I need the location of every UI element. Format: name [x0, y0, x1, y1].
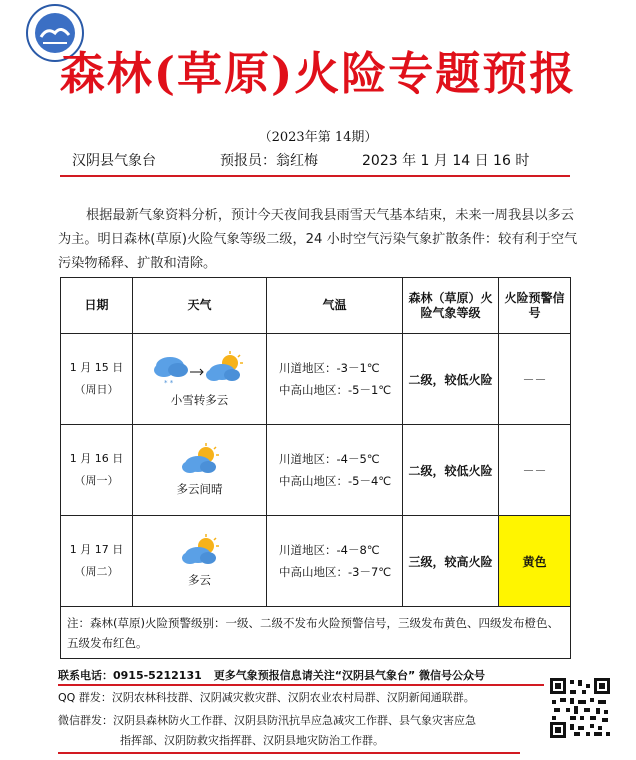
- bottom-divider: [58, 752, 520, 754]
- snow-to-partly-cloudy-icon: [133, 350, 266, 388]
- forecast-table: [60, 277, 571, 659]
- issue-time: 2023 年 1 月 14 日 16 时: [362, 153, 530, 169]
- weather-label: 多云间晴: [176, 482, 223, 496]
- date: 1 月 16 日: [69, 452, 124, 465]
- date-cell: [61, 334, 133, 425]
- fire-level: 三级，较高火险: [403, 516, 499, 607]
- wechat-groups: 微信群发：汉阴县森林防火工作群、汉阴县防汛抗旱应急减灾工作群、县气象灾害应急: [58, 714, 476, 727]
- wechat-promo: 更多气象预报信息请关注“汉阴县气象台” 微信号公众号: [213, 669, 486, 682]
- qq-groups: QQ 群发：汉阴农林科技群、汉阴减灾救灾群、汉阴农业农村局群、汉阴新闻通联群。: [58, 691, 475, 704]
- forecast-summary: 根据最新气象资料分析，预计今天夜间我县雨雪天气基本结束，未来一周我县以多云为主。明日森林(草原)火险气象等级二级，24 小时空气污染气象扩散条件：较有利于空气污染物稀释、扩散和清除。: [58, 208, 578, 271]
- date: 1 月 17 日: [69, 543, 124, 556]
- header-signal: 火险预警信号: [499, 278, 571, 334]
- header-weather: 天气: [133, 278, 267, 334]
- svg-text:* *: * *: [163, 379, 173, 387]
- forecaster-name: 预报员：翁红梅: [220, 153, 318, 169]
- fire-signal: －－: [499, 425, 571, 516]
- table-row: [61, 516, 571, 607]
- qr-code-icon: [548, 676, 612, 740]
- temp-valley: 川道地区：-4－8℃: [279, 543, 380, 557]
- weekday: （周日）: [74, 383, 119, 396]
- table-row: [61, 425, 571, 516]
- warning-note: 注：森林(草原)火险预警级别：一级、二级不发布火险预警信号，三级发布黄色、四级发布橙色、五级发布红色。: [61, 607, 571, 659]
- temp-valley: 川道地区：-3－1℃: [279, 361, 380, 375]
- temp-mountain: 中高山地区：-3－7℃: [279, 565, 392, 579]
- temp-valley: 川道地区：-4－5℃: [279, 452, 380, 466]
- contact-line: [58, 667, 485, 683]
- weather-cell: [133, 516, 267, 607]
- temp-mountain: 中高山地区：-5－1℃: [279, 383, 392, 397]
- weather-label: 多云: [188, 573, 211, 587]
- header-divider: [60, 175, 570, 177]
- issue-number: （2023年第 14期）: [258, 130, 378, 145]
- temp-cell: [267, 425, 403, 516]
- date-cell: [61, 425, 133, 516]
- contact-divider: [58, 684, 544, 686]
- page-title: 森林(草原)火险专题预报: [59, 47, 577, 100]
- wechat-groups-continued: 指挥部、汉阴防救灾指挥群、汉阴县地灾防治工作群。: [120, 734, 384, 747]
- partly-cloudy-icon: [133, 443, 266, 477]
- weather-cell: [133, 334, 267, 425]
- fire-signal: －－: [499, 334, 571, 425]
- station-name: 汉阴县气象台: [72, 153, 156, 169]
- fire-signal-yellow: 黄色: [499, 516, 571, 607]
- header-date: 日期: [61, 278, 133, 334]
- weather-cell: [133, 425, 267, 516]
- fire-level: 二级，较低火险: [403, 425, 499, 516]
- header-level: 森林（草原）火险气象等级: [403, 278, 499, 334]
- partly-cloudy-icon: [133, 534, 266, 568]
- table-header-row: [61, 278, 571, 334]
- weather-label: 小雪转多云: [170, 393, 229, 407]
- contact-phone: 联系电话：0915-5212131: [58, 669, 202, 682]
- weekday: （周二）: [74, 565, 119, 578]
- temp-cell: [267, 334, 403, 425]
- table-row: [61, 334, 571, 425]
- temp-mountain: 中高山地区：-5－4℃: [279, 474, 392, 488]
- date-cell: [61, 516, 133, 607]
- fire-level: 二级，较低火险: [403, 334, 499, 425]
- header-temp: 气温: [267, 278, 403, 334]
- weekday: （周一）: [74, 474, 119, 487]
- date: 1 月 15 日: [69, 361, 124, 374]
- table-note-row: [61, 607, 571, 659]
- temp-cell: [267, 516, 403, 607]
